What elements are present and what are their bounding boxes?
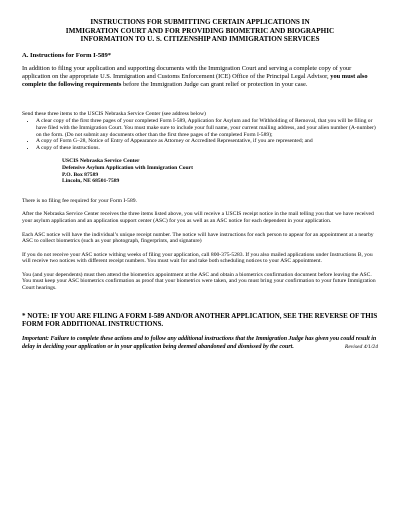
paragraph-asc-notice: Each ASC notice will have the individual’s unique receipt number. The notice will have instructions for each person to appear for an appointment at a nearby ASC to collect biometrics (such as your photograph, fingerprints, and signature): [22, 231, 374, 245]
send-instructions: Send these three items to the USCIS Nebraska Service Center (see address below): [22, 110, 206, 117]
intro-paragraph: [22, 65, 378, 89]
address-line: P.O. Box 87589: [62, 171, 99, 178]
paragraph-filing-fee: There is no filing fee required for your Form I-589.: [22, 197, 137, 204]
important-warning: [22, 336, 378, 351]
title-line: IMMIGRATION COURT AND FOR PROVIDING BIOMETRIC AND BIOGRAPHIC: [65, 26, 335, 35]
address-line: USCIS Nebraska Service Center: [62, 158, 140, 165]
additional-instructions-note: * NOTE: IF YOU ARE FILING A FORM I-589 AND/OR ANOTHER APPLICATION, SEE THE REVERSE OF THIS FORM FOR ADDITIONAL INSTRUCTIONS.: [22, 311, 378, 329]
list-item: • A copy of Form G–28, Notice of Entry of Appearance as Attorney or Accredited Representative, if you are represented; and: [36, 138, 378, 145]
address-line: Lincoln, NE 68501-7589: [62, 178, 120, 185]
paragraph-no-notice: If you do not receive your ASC notice withing weeks of filing your application, call 800-375-5283. If you also mailed applications under Instructions B, you will receive two notices with different receipt numbers. You must wait for and take both scheduling notices to your ASC appointment.: [22, 251, 373, 265]
intro-bold-requirement: you must also complete the following requirements: [22, 72, 368, 88]
list-item: • A clear copy of the first three pages of your completed Form I-589, Application for Asylum and for Withholding of Removal, that you will be filing or have filed with the Immigration Court. You must make sure to include your full name, your current mailing address, and your alien number (A-number) on the form. (Do not submit any documents other than the first three pages of the completed Form I-589);: [36, 118, 378, 138]
address-line: Defensive Asylum Application with Immigration Court: [62, 164, 193, 171]
title-line: INSTRUCTIONS FOR SUBMITTING CERTAIN APPLICATIONS IN: [90, 18, 310, 26]
intro-text-after: before the Immigration Judge can grant relief or protection in your case.: [121, 80, 308, 88]
revision-date: Revised 4/1/24: [344, 343, 378, 350]
important-text: Important: Failure to complete these actions and to follow any additional instructions that the Immigration Judge has given you could result in delay in deciding your application or in your application being deemed abandoned and dismissed by the court.: [22, 336, 377, 350]
paragraph-receipt-notice: After the Nebraska Service Center receives the three items listed above, you will receive a USCIS receipt notice in the mail telling you that we have received your asylum application and an application support center (ASC) for you as well as an ASC notice for each dependent in your application.: [22, 211, 374, 224]
mailing-address: [62, 158, 378, 184]
title-line: INFORMATION TO U. S. CITIZENSHIP AND IMMIGRATION SERVICES: [80, 35, 320, 44]
required-items-list: [22, 118, 378, 151]
intro-text-before: In addition to filing your application and supporting documents with the Immigration Court and serving a complete copy of your application on the appropriate U.S. Immigration and Customs Enforcement (ICE) Office of the Principal Legal Advisor,: [22, 64, 352, 80]
list-item: • A copy of these instructions.: [36, 145, 378, 152]
paragraph-biometrics-appointment: You (and your dependents) must then attend the biometrics appointment at the ASC and obtain a biometrics confirmation document before leaving the ASC. You must keep your ASC biometrics confirmation as proof that your biometrics were taken, and you must bring your confirmation to your future Immigration Court hearings.: [22, 271, 376, 292]
document-title: [22, 18, 378, 44]
section-a-heading: A. Instructions for Form I-589*: [22, 51, 112, 59]
